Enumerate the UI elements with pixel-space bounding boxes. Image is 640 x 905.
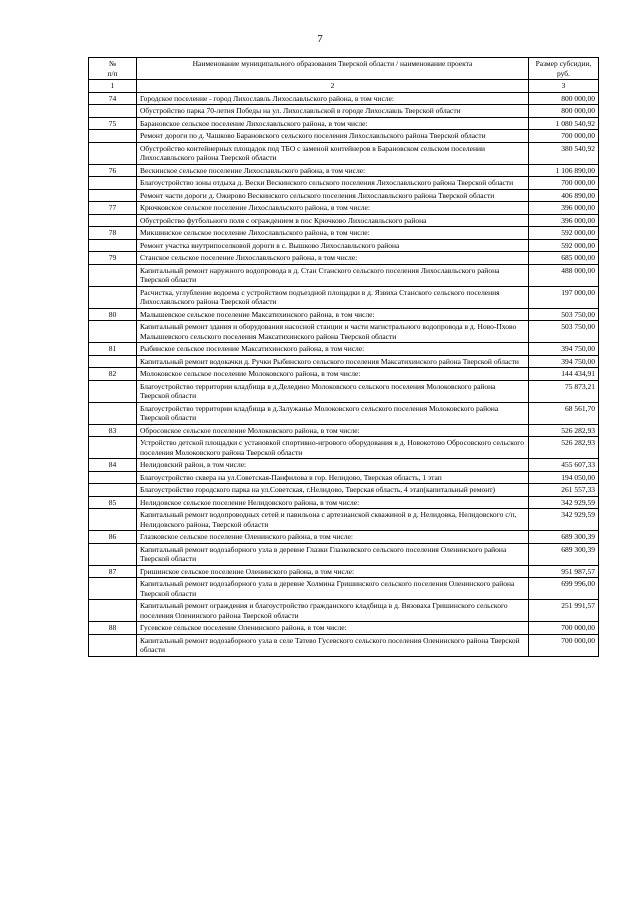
- project-row: [89, 214, 599, 227]
- header-amount-text: Размер субсидии, руб.: [535, 59, 592, 78]
- row-number: [89, 214, 137, 227]
- row-amount: 261 557,33: [529, 484, 599, 497]
- row-number: [89, 105, 137, 118]
- row-number: [89, 578, 137, 600]
- municipality-row: [89, 565, 599, 578]
- row-number: 87: [89, 565, 137, 578]
- row-name: Нелидовский район, в том числе:: [137, 459, 529, 472]
- row-name: Барановское сельское поселение Лихославльского района, в том числе:: [137, 117, 529, 130]
- column-index-row: [89, 80, 599, 93]
- row-amount: 1 080 540,92: [529, 117, 599, 130]
- project-row: [89, 286, 599, 308]
- row-name: Капитальный ремонт водопроводных сетей и павильона с артезианской скважиной в д. Нелидовка, Нелидовского с/п, Нелидовского района, Тверской области: [137, 509, 529, 531]
- row-amount: 380 540,92: [529, 142, 599, 164]
- row-amount: 592 000,00: [529, 239, 599, 252]
- row-number: 85: [89, 496, 137, 509]
- column-index-2: 2: [137, 80, 529, 93]
- row-amount: 68 561,70: [529, 402, 599, 424]
- row-name: Ремонт дороги по д. Чашково Барановского сельского поселения Лихославльского района Тверской области: [137, 130, 529, 143]
- row-name: Капитальный ремонт водозаборного узла в деревне Глазки Глазковского сельского поселения Оленинского района Тверской области: [137, 543, 529, 565]
- project-row: [89, 402, 599, 424]
- row-amount: 503 750,00: [529, 321, 599, 343]
- row-name: Обустройство парка 70-летия Победы на ул. Лихославльской в городе Лихославль Тверской области: [137, 105, 529, 118]
- row-amount: 699 996,00: [529, 578, 599, 600]
- project-row: [89, 543, 599, 565]
- row-number: 80: [89, 308, 137, 321]
- row-name: Благоустройство сквера на ул.Советская-Панфилова в гор. Нелидово, Тверская область, 1 этап: [137, 471, 529, 484]
- municipality-row: [89, 252, 599, 265]
- row-number: 79: [89, 252, 137, 265]
- project-row: [89, 600, 599, 622]
- row-amount: 526 282,93: [529, 424, 599, 437]
- project-row: [89, 355, 599, 368]
- column-index-1: 1: [89, 80, 137, 93]
- row-amount: 689 300,39: [529, 531, 599, 544]
- table-header-row: [89, 58, 599, 80]
- row-name: Устройство детской площадки с установкой спортивно-игрового оборудования в д. Новокотово Обросовского сельского поселения Молоковского района Тверской области: [137, 437, 529, 459]
- row-number: [89, 177, 137, 190]
- row-number: [89, 543, 137, 565]
- project-row: [89, 380, 599, 402]
- municipality-row: [89, 343, 599, 356]
- municipality-row: [89, 459, 599, 472]
- row-name: Городское поселение - город Лихославль Лихославльского района, в том числе:: [137, 92, 529, 105]
- row-number: [89, 402, 137, 424]
- row-amount: 406 890,00: [529, 189, 599, 202]
- project-row: [89, 509, 599, 531]
- row-amount: 526 282,93: [529, 437, 599, 459]
- row-number: [89, 189, 137, 202]
- row-name: Ремонт участка внутрипоселковой дороги в с. Вышково Лихославльского района: [137, 239, 529, 252]
- row-number: [89, 264, 137, 286]
- row-amount: 685 000,00: [529, 252, 599, 265]
- row-amount: 394 750,00: [529, 343, 599, 356]
- row-amount: 700 000,00: [529, 130, 599, 143]
- row-number: 88: [89, 622, 137, 635]
- row-name: Обустройство контейнерных площадок под ТБО с заменой контейнеров в Барановском сельском поселении Лихославльского района Тверской области: [137, 142, 529, 164]
- row-name: Микшинское сельское поселение Лихославльского района, в том числе:: [137, 227, 529, 240]
- row-amount: 342 929,59: [529, 496, 599, 509]
- row-name: Капитальный ремонт наружного водопровода в д. Стан Станского сельского поселения Лихославльского района Тверской области: [137, 264, 529, 286]
- row-name: Благоустройство территории кладбища в д.Деледино Молоковского сельского поселения Молоковского района Тверской области: [137, 380, 529, 402]
- project-row: [89, 105, 599, 118]
- row-number: [89, 355, 137, 368]
- municipality-row: [89, 531, 599, 544]
- project-row: [89, 437, 599, 459]
- project-row: [89, 264, 599, 286]
- row-number: [89, 286, 137, 308]
- municipality-row: [89, 308, 599, 321]
- row-name: Гусевское сельское поселение Оленинского района, в том числе:: [137, 622, 529, 635]
- row-number: 86: [89, 531, 137, 544]
- row-number: 75: [89, 117, 137, 130]
- row-name: Нелидовское сельское поселение Нелидовского района, в том числе:: [137, 496, 529, 509]
- municipality-row: [89, 117, 599, 130]
- row-number: 84: [89, 459, 137, 472]
- row-number: 82: [89, 368, 137, 381]
- row-number: 78: [89, 227, 137, 240]
- subsidy-table: [88, 57, 599, 657]
- row-number: [89, 600, 137, 622]
- row-name: Обросовское сельское поселение Молоковского района, в том числе:: [137, 424, 529, 437]
- row-amount: 689 300,39: [529, 543, 599, 565]
- row-name: Глазковское сельское поселение Оленинского района, в том числе:: [137, 531, 529, 544]
- row-amount: 197 000,00: [529, 286, 599, 308]
- municipality-row: [89, 496, 599, 509]
- row-number: [89, 380, 137, 402]
- project-row: [89, 634, 599, 656]
- row-name: Гришинское сельское поселение Оленинского района, в том числе:: [137, 565, 529, 578]
- row-amount: 503 750,00: [529, 308, 599, 321]
- row-name: Крючковское сельское поселение Лихославльского района, в том числе:: [137, 202, 529, 215]
- row-name: Капитальный ремонт водокачки д. Ручки Рыбинского сельского поселения Максатихинского района Тверской области: [137, 355, 529, 368]
- header-name-text: Наименование муниципального образования Тверской области / наименование проекта: [192, 59, 473, 68]
- project-row: [89, 130, 599, 143]
- row-number: 77: [89, 202, 137, 215]
- row-number: [89, 484, 137, 497]
- row-name: Благоустройство зоны отдыха д. Вески Вескинского сельского поселения Лихославльского района Тверской области: [137, 177, 529, 190]
- row-number: [89, 437, 137, 459]
- municipality-row: [89, 424, 599, 437]
- row-name: Рыбинское сельское поселение Максатихинского района, в том числе:: [137, 343, 529, 356]
- row-name: Капитальный ремонт водозаборного узла в селе Татево Гусевского сельского поселения Оленинского района Тверской области: [137, 634, 529, 656]
- row-number: [89, 239, 137, 252]
- municipality-row: [89, 202, 599, 215]
- row-amount: 700 000,00: [529, 622, 599, 635]
- row-name: Вескинское сельское поселение Лихославльского района, в том числе:: [137, 164, 529, 177]
- row-number: [89, 130, 137, 143]
- row-amount: 75 873,21: [529, 380, 599, 402]
- header-num-text: № п/п: [107, 59, 118, 78]
- row-name: Благоустройство городского парка на ул.Советская, г.Нелидово, Тверская область, 4 этап(капитальный ремонт): [137, 484, 529, 497]
- row-name: Ремонт части дороги д. Ожирово Вескинского сельского поселения Лихославльского района Тверской области: [137, 189, 529, 202]
- row-name: Малышевское сельское поселение Максатихинского района, в том числе:: [137, 308, 529, 321]
- header-amount: [529, 58, 599, 80]
- row-name: Расчистка, углубление водоема с устройством подъездной площадки в д. Язвиха Станского сельского поселения Лихославльского района Тверской области: [137, 286, 529, 308]
- row-number: [89, 321, 137, 343]
- row-amount: 144 434,91: [529, 368, 599, 381]
- row-name: Благоустройство территории кладбища в д.Залужанье Молоковского сельского поселения Молоковского района Тверской области: [137, 402, 529, 424]
- project-row: [89, 484, 599, 497]
- row-number: 83: [89, 424, 137, 437]
- row-amount: 194 050,00: [529, 471, 599, 484]
- row-number: [89, 634, 137, 656]
- header-name: [137, 58, 529, 80]
- row-amount: 700 000,00: [529, 177, 599, 190]
- row-amount: 800 000,00: [529, 105, 599, 118]
- municipality-row: [89, 164, 599, 177]
- row-amount: 342 929,59: [529, 509, 599, 531]
- row-number: 76: [89, 164, 137, 177]
- project-row: [89, 142, 599, 164]
- row-name: Станское сельское поселение Лихославльского района, в том числе:: [137, 252, 529, 265]
- project-row: [89, 321, 599, 343]
- row-number: 74: [89, 92, 137, 105]
- column-index-3: 3: [529, 80, 599, 93]
- header-num: [89, 58, 137, 80]
- row-number: 81: [89, 343, 137, 356]
- row-name: Капитальный ремонт ограждения и благоустройство гражданского кладбища в д. Вязоваха Гришинского сельского поселения Оленинского района Тверской области: [137, 600, 529, 622]
- project-row: [89, 189, 599, 202]
- row-amount: 1 106 890,00: [529, 164, 599, 177]
- row-number: [89, 142, 137, 164]
- municipality-row: [89, 92, 599, 105]
- row-amount: 396 000,00: [529, 214, 599, 227]
- row-number: [89, 471, 137, 484]
- project-row: [89, 239, 599, 252]
- row-name: Обустройство футбольного поля с ограждением в пос Крючково Лихославльского района: [137, 214, 529, 227]
- row-amount: 592 000,00: [529, 227, 599, 240]
- municipality-row: [89, 622, 599, 635]
- project-row: [89, 578, 599, 600]
- row-amount: 951 987,57: [529, 565, 599, 578]
- row-amount: 455 607,33: [529, 459, 599, 472]
- row-amount: 396 000,00: [529, 202, 599, 215]
- row-amount: 488 000,00: [529, 264, 599, 286]
- municipality-row: [89, 227, 599, 240]
- project-row: [89, 471, 599, 484]
- row-name: Капитальный ремонт водозаборного узла в деревне Холмина Гришинского сельского поселения Оленинского района Тверской области: [137, 578, 529, 600]
- municipality-row: [89, 368, 599, 381]
- row-number: [89, 509, 137, 531]
- row-amount: 700 000,00: [529, 634, 599, 656]
- row-name: Капитальный ремонт здания и оборудования насосной станции и части магистрального водопровода в д. Ново-Пхово Малышевского сельского поселения Максатихинского района Тверской области: [137, 321, 529, 343]
- row-amount: 394 750,00: [529, 355, 599, 368]
- page-number: 7: [317, 33, 323, 45]
- row-name: Молоковское сельское поселение Молоковского района, в том числе:: [137, 368, 529, 381]
- row-amount: 800 000,00: [529, 92, 599, 105]
- row-amount: 251 991,57: [529, 600, 599, 622]
- project-row: [89, 177, 599, 190]
